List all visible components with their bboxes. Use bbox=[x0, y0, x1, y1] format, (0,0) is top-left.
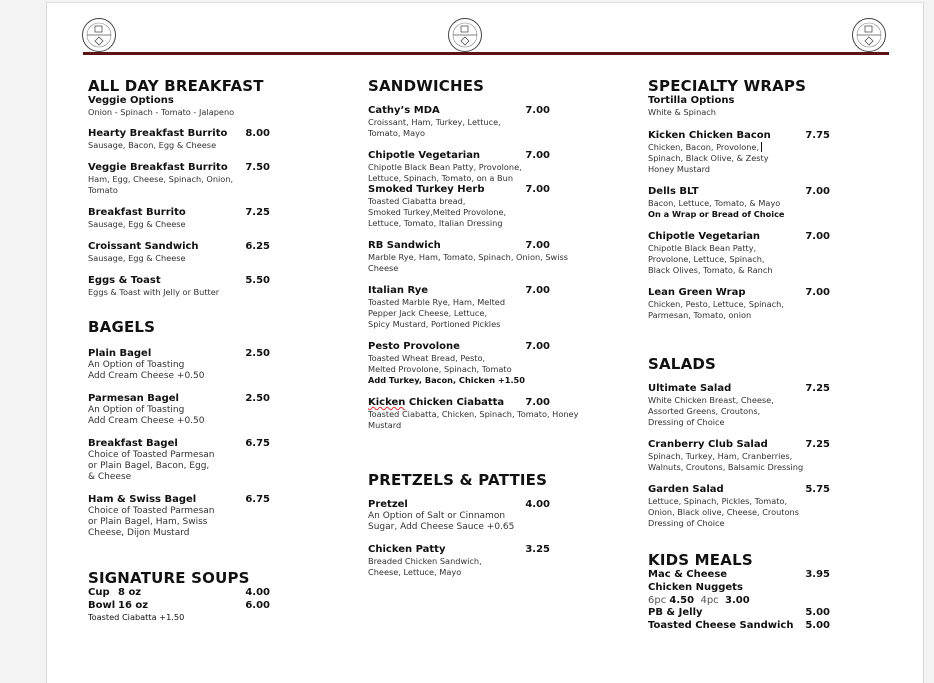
item-price: 7.75 bbox=[805, 130, 830, 141]
menu-item bbox=[88, 438, 270, 483]
item-desc: Lettuce, Tomato, Italian Dressing bbox=[368, 218, 503, 228]
item-price: 5.75 bbox=[805, 484, 830, 495]
item-desc: Choice of Toasted Parmesan bbox=[88, 450, 215, 460]
option-desc: Onion - Spinach - Tomato - Jalapeno bbox=[88, 107, 235, 117]
item-name: Italian Rye bbox=[368, 285, 429, 296]
item-desc: Spicy Mustard, Portioned Pickles bbox=[368, 319, 501, 329]
menu-item bbox=[648, 383, 830, 428]
menu-item bbox=[368, 150, 550, 184]
item-name: Ham & Swiss Bagel bbox=[88, 494, 197, 505]
item-price: 7.50 bbox=[245, 162, 270, 173]
cafe-crest-logo-left bbox=[81, 16, 117, 54]
menu-item bbox=[648, 484, 830, 529]
item-addon-note: On a Wrap or Bread of Choice bbox=[648, 209, 785, 219]
soup-price: 4.00 bbox=[245, 587, 270, 598]
item-desc: Dressing of Choice bbox=[648, 417, 725, 427]
item-addon-note: Add Turkey, Bacon, Chicken +1.50 bbox=[368, 375, 525, 385]
item-name: Kicken Chicken Bacon bbox=[648, 130, 771, 141]
item-desc: Marble Rye, Ham, Tomato, Spinach, Onion, Swiss bbox=[368, 252, 569, 262]
item-desc: Honey Mustard bbox=[648, 164, 711, 174]
item-desc: Toasted Marble Rye, Ham, Melted bbox=[368, 297, 506, 307]
item-desc: Tomato, Mayo bbox=[368, 128, 425, 138]
section-title: SALADS bbox=[648, 355, 717, 373]
item-name: Hearty Breakfast Burrito bbox=[88, 128, 228, 139]
item-desc: An Option of Toasting bbox=[88, 360, 185, 370]
section-title: KIDS MEALS bbox=[648, 551, 753, 569]
menu-item bbox=[88, 393, 270, 427]
item-name: Cathy’s MDA bbox=[368, 105, 440, 116]
soup-price: 6.00 bbox=[245, 599, 270, 611]
menu-item bbox=[88, 207, 270, 230]
item-desc: or Plain Bagel, Ham, Swiss bbox=[88, 517, 208, 527]
section-sandwiches bbox=[368, 77, 579, 431]
item-price: 7.25 bbox=[805, 439, 830, 450]
item-desc: Lettuce, Spinach, Pickles, Tomato, bbox=[648, 496, 788, 506]
item-price: 7.00 bbox=[525, 285, 550, 296]
item-name: Kicken Chicken Ciabatta bbox=[368, 397, 505, 408]
item-desc: Spinach, Turkey, Ham, Cranberries, bbox=[648, 451, 793, 461]
item-price: 7.00 bbox=[525, 150, 550, 161]
item-price: 7.00 bbox=[525, 341, 550, 352]
menu-item bbox=[368, 341, 550, 386]
item-desc: Cheese, Dijon Mustard bbox=[88, 528, 190, 538]
section-bagels bbox=[88, 318, 270, 539]
item-desc: Toasted Ciabatta, Chicken, Spinach, Tomato, Honey bbox=[368, 409, 579, 419]
nugget-6pc-label: 6pc bbox=[648, 595, 667, 606]
item-desc: Smoked Turkey,Melted Provolone, bbox=[368, 207, 507, 217]
item-desc: Mustard bbox=[368, 420, 402, 430]
item-desc: Chicken, Bacon, Provolone, bbox=[648, 142, 830, 153]
menu-item bbox=[648, 186, 830, 220]
item-name: Garden Salad bbox=[648, 484, 724, 495]
item-desc: Sausage, Bacon, Egg & Cheese bbox=[88, 140, 217, 150]
menu-item bbox=[88, 162, 270, 196]
nugget-options bbox=[648, 594, 830, 607]
section-salads bbox=[648, 355, 830, 529]
menu-item bbox=[368, 285, 550, 330]
item-price: 8.00 bbox=[245, 128, 270, 139]
soup-size: 16 oz bbox=[118, 599, 149, 611]
section-title: BAGELS bbox=[88, 318, 156, 336]
section-kids-meals bbox=[648, 551, 830, 632]
item-desc: White Chicken Breast, Cheese, bbox=[648, 395, 774, 405]
item-desc: Breaded Chicken Sandwich, bbox=[368, 556, 482, 566]
item-desc: Tomato bbox=[88, 185, 118, 195]
item-desc: Sausage, Egg & Cheese bbox=[88, 219, 186, 229]
menu-item bbox=[368, 499, 550, 533]
cafe-crest-logo-right bbox=[851, 16, 887, 54]
menu-column-1 bbox=[88, 77, 270, 623]
item-desc: Lettuce, Spinach, Tomato, on a Bun bbox=[368, 173, 514, 183]
cafe-crest-logo-center bbox=[447, 16, 483, 54]
option-title: Veggie Options bbox=[88, 95, 174, 106]
header-rule bbox=[83, 52, 889, 55]
item-price: 5.50 bbox=[245, 275, 270, 286]
item-desc: Sugar, Add Cheese Sauce +0.65 bbox=[368, 522, 515, 532]
item-price: 5.00 bbox=[805, 607, 830, 618]
menu-item bbox=[648, 231, 830, 276]
menu-item bbox=[368, 184, 550, 229]
soup-name: Bowl bbox=[88, 599, 116, 611]
menu-column-3 bbox=[648, 77, 830, 632]
kids-item bbox=[648, 569, 830, 582]
nugget-4pc-price: 3.00 bbox=[725, 595, 750, 606]
item-name: Parmesan Bagel bbox=[88, 393, 179, 404]
item-name: RB Sandwich bbox=[368, 240, 441, 251]
item-price: 2.50 bbox=[245, 393, 270, 404]
section-pretzels-patties bbox=[368, 471, 550, 578]
option-desc: White & Spinach bbox=[648, 107, 716, 117]
item-desc: Add Cream Cheese +0.50 bbox=[88, 371, 205, 381]
item-name: Eggs & Toast bbox=[88, 275, 161, 286]
item-desc: Toasted Ciabatta bread, bbox=[368, 196, 466, 206]
item-desc: Provolone, Lettuce, Spinach, bbox=[648, 254, 765, 264]
item-price: 3.25 bbox=[525, 544, 550, 555]
soup-name: Cup bbox=[88, 587, 110, 598]
soup-row bbox=[88, 587, 270, 600]
item-price: 7.00 bbox=[805, 231, 830, 242]
item-name: Mac & Cheese bbox=[648, 569, 728, 580]
item-desc: Cheese bbox=[368, 263, 399, 273]
item-desc: Assorted Greens, Croutons, bbox=[648, 406, 761, 416]
menu-item bbox=[88, 241, 270, 264]
menu-item bbox=[368, 544, 550, 578]
section-title: SPECIALTY WRAPS bbox=[648, 77, 807, 95]
item-price: 7.00 bbox=[805, 186, 830, 197]
item-price: 7.00 bbox=[525, 397, 550, 408]
item-price: 7.00 bbox=[805, 287, 830, 298]
menu-item bbox=[368, 240, 569, 274]
item-desc: An Option of Salt or Cinnamon bbox=[368, 511, 506, 521]
item-desc: & Cheese bbox=[88, 472, 132, 482]
item-desc: Toasted Wheat Bread, Pesto, bbox=[368, 353, 486, 363]
item-desc: Bacon, Lettuce, Tomato, & Mayo bbox=[648, 198, 781, 208]
spellcheck-flagged-word: Kicken bbox=[368, 397, 406, 408]
item-price: 7.00 bbox=[525, 184, 550, 195]
soup-row bbox=[88, 600, 270, 613]
menu-item bbox=[88, 128, 270, 151]
item-desc: Eggs & Toast with Jelly or Butter bbox=[88, 287, 220, 297]
item-desc: Walnuts, Croutons, Balsamic Dressing bbox=[648, 462, 804, 472]
item-desc: Chicken, Pesto, Lettuce, Spinach, bbox=[648, 299, 784, 309]
option-title: Tortilla Options bbox=[648, 95, 735, 106]
nugget-4pc-label: 4pc bbox=[700, 595, 719, 606]
item-name: Chipotle Vegetarian bbox=[648, 231, 761, 242]
section-all-day-breakfast bbox=[88, 77, 270, 298]
item-price: 7.25 bbox=[805, 383, 830, 394]
item-desc: Dressing of Choice bbox=[648, 518, 725, 528]
menu-column-2 bbox=[368, 77, 579, 578]
item-desc: An Option of Toasting bbox=[88, 405, 185, 415]
kids-item bbox=[648, 607, 830, 620]
menu-item bbox=[368, 397, 579, 431]
soup-note: Toasted Ciabatta +1.50 bbox=[88, 612, 185, 622]
menu-item bbox=[88, 348, 270, 382]
menu-item bbox=[648, 287, 830, 321]
item-desc: Melted Provolone, Spinach, Tomato bbox=[368, 364, 512, 374]
item-name: Cranberry Club Salad bbox=[648, 439, 768, 450]
item-price: 2.50 bbox=[245, 348, 270, 359]
item-desc: or Plain Bagel, Bacon, Egg, bbox=[88, 461, 210, 471]
item-price: 4.00 bbox=[525, 499, 550, 510]
item-desc: Pepper Jack Cheese, Lettuce, bbox=[368, 308, 488, 318]
item-price: 7.00 bbox=[525, 240, 550, 251]
item-price: 7.25 bbox=[245, 207, 270, 218]
menu-page bbox=[46, 2, 924, 683]
section-specialty-wraps bbox=[648, 77, 830, 321]
item-desc: Choice of Toasted Parmesan bbox=[88, 506, 215, 516]
item-name: Pretzel bbox=[368, 499, 408, 510]
item-name: Chicken Patty bbox=[368, 544, 446, 555]
item-price: 6.75 bbox=[245, 494, 270, 505]
item-name: Croissant Sandwich bbox=[88, 241, 199, 252]
nugget-6pc-price: 4.50 bbox=[669, 595, 695, 606]
item-name: PB & Jelly bbox=[648, 607, 703, 618]
item-price: 6.75 bbox=[245, 438, 270, 449]
item-name: Toasted Cheese Sandwich bbox=[648, 619, 794, 631]
item-desc: Sausage, Egg & Cheese bbox=[88, 253, 186, 263]
section-title: SIGNATURE SOUPS bbox=[88, 569, 250, 587]
item-name: Smoked Turkey Herb bbox=[368, 184, 485, 195]
item-name: Lean Green Wrap bbox=[648, 287, 746, 298]
item-desc: Chipotle Black Bean Patty, Provolone, bbox=[368, 162, 522, 172]
menu-item bbox=[88, 494, 270, 539]
item-desc: Add Cream Cheese +0.50 bbox=[88, 416, 205, 426]
item-name: Dells BLT bbox=[648, 186, 699, 197]
item-name: Chicken Nuggets bbox=[648, 581, 743, 593]
menu-item bbox=[88, 275, 270, 298]
item-name: Ultimate Salad bbox=[648, 383, 732, 394]
item-desc: Chipotle Black Bean Patty, bbox=[648, 243, 757, 253]
text-cursor bbox=[761, 142, 762, 152]
section-title: PRETZELS & PATTIES bbox=[368, 471, 548, 489]
item-name: Plain Bagel bbox=[88, 348, 152, 359]
item-desc: Spinach, Black Olive, & Zesty bbox=[648, 153, 769, 163]
menu-item bbox=[368, 105, 550, 139]
kids-item bbox=[648, 620, 830, 633]
item-desc: Onion, Black olive, Cheese, Croutons bbox=[648, 507, 799, 517]
kids-item bbox=[648, 582, 830, 595]
item-name: Veggie Breakfast Burrito bbox=[88, 162, 228, 173]
item-desc: Black Olives, Tomato, & Ranch bbox=[648, 265, 773, 275]
menu-item bbox=[648, 130, 830, 175]
item-desc: Parmesan, Tomato, onion bbox=[648, 310, 752, 320]
item-price: 3.95 bbox=[805, 569, 830, 580]
item-desc: Cheese, Lettuce, Mayo bbox=[368, 567, 462, 577]
item-price: 5.00 bbox=[805, 619, 830, 631]
menu-item bbox=[648, 439, 830, 473]
item-desc: Ham, Egg, Cheese, Spinach, Onion, bbox=[88, 174, 234, 184]
item-price: 6.25 bbox=[245, 241, 270, 252]
item-name: Breakfast Burrito bbox=[88, 207, 186, 218]
item-name: Breakfast Bagel bbox=[88, 438, 178, 449]
item-desc: Croissant, Ham, Turkey, Lettuce, bbox=[368, 117, 501, 127]
section-title: SANDWICHES bbox=[368, 77, 485, 95]
soup-size: 8 oz bbox=[118, 587, 142, 598]
section-title: ALL DAY BREAKFAST bbox=[88, 77, 264, 95]
item-name: Pesto Provolone bbox=[368, 341, 460, 352]
section-signature-soups bbox=[88, 569, 270, 623]
item-name: Chipotle Vegetarian bbox=[368, 150, 481, 161]
item-price: 7.00 bbox=[525, 105, 550, 116]
